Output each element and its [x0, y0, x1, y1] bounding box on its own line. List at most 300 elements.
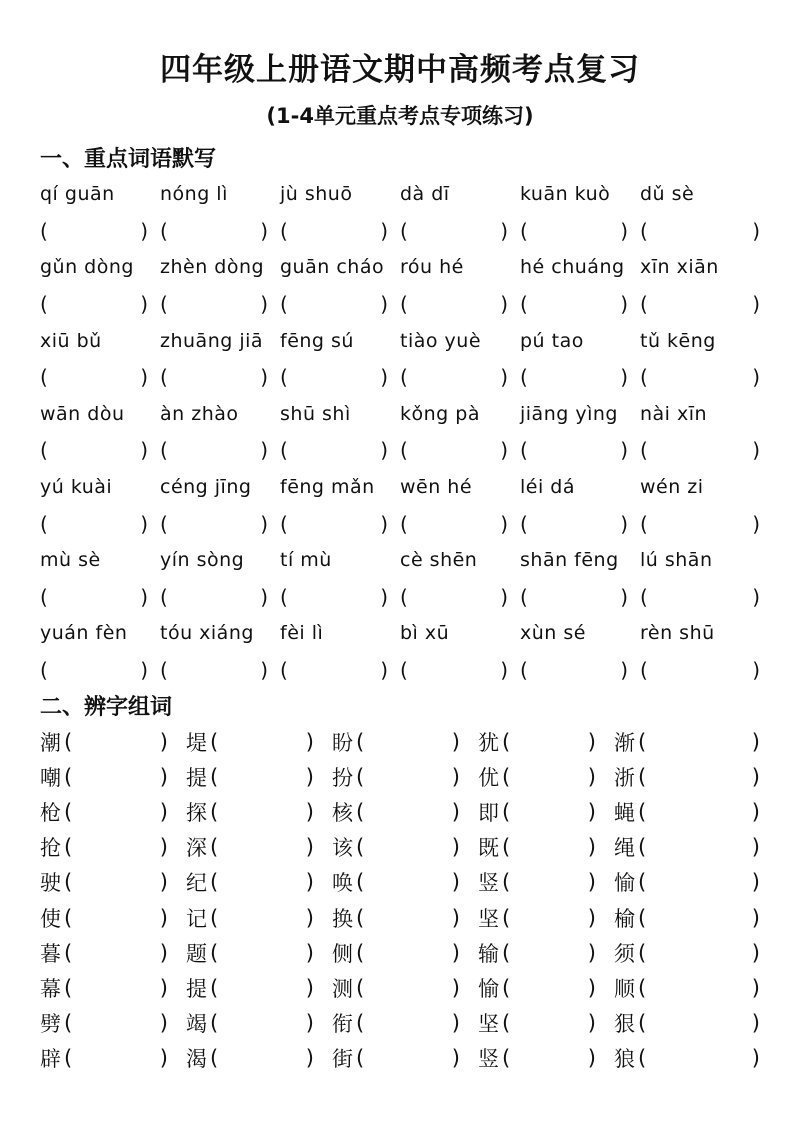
- open-paren: (: [502, 870, 511, 895]
- base-character: 顺: [614, 976, 635, 1001]
- char-item: [40, 1008, 186, 1038]
- answer-blank[interactable]: [400, 438, 520, 462]
- close-paren: ): [380, 292, 388, 317]
- close-paren: ): [260, 365, 268, 390]
- word-blank[interactable]: [64, 835, 168, 859]
- close-paren: ): [451, 835, 460, 860]
- close-paren: ): [260, 292, 268, 317]
- word-blank[interactable]: [356, 870, 460, 894]
- answer-blank[interactable]: [400, 512, 520, 536]
- base-character: 潮: [40, 730, 61, 755]
- answer-blank[interactable]: [400, 219, 520, 243]
- close-paren: ): [451, 975, 460, 1000]
- char-item: [332, 762, 478, 792]
- open-paren: (: [210, 764, 219, 789]
- base-character: 狠: [614, 1012, 635, 1037]
- answer-blank[interactable]: [40, 512, 160, 536]
- close-paren: ): [620, 438, 628, 463]
- char-item: [478, 797, 614, 827]
- base-character: 深: [186, 836, 207, 861]
- open-paren: (: [64, 905, 73, 930]
- pinyin-row: [40, 322, 760, 359]
- char-item: [332, 903, 478, 933]
- answer-blank[interactable]: [400, 585, 520, 609]
- word-blank[interactable]: [638, 835, 760, 859]
- close-paren: ): [587, 1046, 596, 1071]
- base-character: 扮: [332, 765, 353, 790]
- char-item: [478, 832, 614, 862]
- answer-blank[interactable]: [520, 585, 640, 609]
- answer-blank[interactable]: [40, 438, 160, 462]
- open-paren: (: [400, 365, 408, 390]
- close-paren: ): [752, 584, 760, 609]
- answer-blank[interactable]: [520, 438, 640, 462]
- char-item: [478, 938, 614, 968]
- pinyin-word: tí mù: [280, 549, 332, 572]
- close-paren: ): [260, 658, 268, 683]
- word-blank[interactable]: [210, 976, 314, 1000]
- answer-blank[interactable]: [520, 292, 640, 316]
- pinyin-word: àn zhào: [160, 402, 239, 425]
- close-paren: ): [620, 658, 628, 683]
- word-blank[interactable]: [638, 906, 760, 930]
- word-blank[interactable]: [64, 1046, 168, 1070]
- word-blank[interactable]: [502, 800, 596, 824]
- base-character: 衔: [332, 1012, 353, 1037]
- pinyin-word: xùn sé: [520, 622, 586, 645]
- close-paren: ): [305, 835, 314, 860]
- char-item: [332, 938, 478, 968]
- open-paren: (: [400, 511, 408, 536]
- open-paren: (: [520, 365, 528, 390]
- word-blank[interactable]: [356, 1046, 460, 1070]
- close-paren: ): [260, 218, 268, 243]
- word-blank[interactable]: [210, 1046, 314, 1070]
- answer-row: [40, 286, 760, 323]
- char-item: [40, 938, 186, 968]
- char-row: [40, 900, 760, 935]
- answer-blank[interactable]: [280, 585, 400, 609]
- char-item: [614, 1043, 760, 1073]
- answer-blank[interactable]: [280, 512, 400, 536]
- open-paren: (: [356, 1011, 365, 1036]
- open-paren: (: [64, 729, 73, 754]
- pinyin-word: dà dī: [400, 183, 450, 206]
- pinyin-dictation-grid: [40, 176, 760, 688]
- open-paren: (: [64, 1011, 73, 1036]
- open-paren: (: [210, 870, 219, 895]
- pinyin-word: tiào yuè: [400, 329, 482, 352]
- pinyin-word: kuān kuò: [520, 183, 611, 206]
- answer-blank[interactable]: [280, 658, 400, 682]
- word-blank[interactable]: [638, 1011, 760, 1035]
- answer-blank[interactable]: [640, 512, 760, 536]
- answer-blank[interactable]: [160, 585, 280, 609]
- close-paren: ): [751, 729, 760, 754]
- open-paren: (: [64, 799, 73, 824]
- pinyin-word: yuán fèn: [40, 622, 128, 645]
- page-title: 四年级上册语文期中高频考点复习: [160, 52, 640, 88]
- open-paren: (: [280, 511, 288, 536]
- char-item: [478, 762, 614, 792]
- answer-blank[interactable]: [400, 292, 520, 316]
- answer-blank[interactable]: [640, 438, 760, 462]
- close-paren: ): [140, 658, 148, 683]
- pinyin-word: yín sòng: [160, 549, 245, 572]
- close-paren: ): [587, 975, 596, 1000]
- base-character: 提: [186, 976, 207, 1001]
- open-paren: (: [638, 764, 647, 789]
- close-paren: ): [752, 292, 760, 317]
- char-row: [40, 865, 760, 900]
- open-paren: (: [64, 870, 73, 895]
- word-blank[interactable]: [638, 765, 760, 789]
- base-character: 犹: [478, 730, 499, 755]
- close-paren: ): [159, 870, 168, 895]
- close-paren: ): [620, 365, 628, 390]
- answer-blank[interactable]: [160, 512, 280, 536]
- pinyin-word: dǔ sè: [640, 183, 695, 206]
- char-item: [332, 797, 478, 827]
- open-paren: (: [40, 584, 48, 609]
- char-item: [186, 1043, 332, 1073]
- char-item: [614, 973, 760, 1003]
- close-paren: ): [159, 1011, 168, 1036]
- open-paren: (: [400, 218, 408, 243]
- pinyin-row: [40, 542, 760, 579]
- pinyin-word: wān dòu: [40, 402, 125, 425]
- base-character: 题: [186, 941, 207, 966]
- char-item: [40, 762, 186, 792]
- close-paren: ): [260, 584, 268, 609]
- answer-blank[interactable]: [280, 438, 400, 462]
- base-character: 抢: [40, 836, 61, 861]
- word-blank[interactable]: [502, 1046, 596, 1070]
- base-character: 竖: [478, 1047, 499, 1072]
- open-paren: (: [160, 365, 168, 390]
- answer-blank[interactable]: [40, 585, 160, 609]
- word-blank[interactable]: [210, 835, 314, 859]
- word-blank[interactable]: [356, 976, 460, 1000]
- open-paren: (: [638, 975, 647, 1000]
- word-blank[interactable]: [502, 906, 596, 930]
- base-character: 枪: [40, 800, 61, 825]
- char-item: [614, 903, 760, 933]
- char-item: [614, 797, 760, 827]
- char-item: [186, 938, 332, 968]
- close-paren: ): [305, 729, 314, 754]
- answer-blank[interactable]: [160, 365, 280, 389]
- close-paren: ): [751, 975, 760, 1000]
- answer-blank[interactable]: [280, 292, 400, 316]
- answer-blank[interactable]: [40, 219, 160, 243]
- word-blank[interactable]: [638, 800, 760, 824]
- pinyin-row: [40, 469, 760, 506]
- open-paren: (: [638, 1011, 647, 1036]
- close-paren: ): [305, 764, 314, 789]
- close-paren: ): [451, 729, 460, 754]
- pinyin-word: zhuāng jiā: [160, 329, 264, 352]
- answer-blank[interactable]: [160, 292, 280, 316]
- word-blank[interactable]: [638, 941, 760, 965]
- word-blank[interactable]: [502, 765, 596, 789]
- answer-blank[interactable]: [40, 292, 160, 316]
- close-paren: ): [752, 511, 760, 536]
- word-blank[interactable]: [64, 870, 168, 894]
- open-paren: (: [640, 438, 648, 463]
- answer-blank[interactable]: [640, 365, 760, 389]
- close-paren: ): [620, 511, 628, 536]
- close-paren: ): [752, 438, 760, 463]
- word-blank[interactable]: [210, 1011, 314, 1035]
- close-paren: ): [587, 835, 596, 860]
- close-paren: ): [587, 870, 596, 895]
- pinyin-word: shān fēng: [520, 549, 619, 572]
- answer-blank[interactable]: [40, 658, 160, 682]
- close-paren: ): [451, 940, 460, 965]
- answer-row: [40, 213, 760, 250]
- word-blank[interactable]: [64, 765, 168, 789]
- base-character: 绳: [614, 836, 635, 861]
- base-character: 榆: [614, 906, 635, 931]
- pinyin-word: mù sè: [40, 549, 101, 572]
- close-paren: ): [751, 1011, 760, 1036]
- answer-blank[interactable]: [640, 658, 760, 682]
- pinyin-word: nài xīn: [640, 402, 708, 425]
- base-character: 劈: [40, 1012, 61, 1037]
- open-paren: (: [502, 940, 511, 965]
- pinyin-word: kǒng pà: [400, 402, 480, 425]
- base-character: 渐: [614, 730, 635, 755]
- open-paren: (: [40, 365, 48, 390]
- open-paren: (: [210, 1046, 219, 1071]
- answer-blank[interactable]: [520, 658, 640, 682]
- pinyin-word: fēng mǎn: [280, 476, 375, 499]
- word-blank[interactable]: [356, 765, 460, 789]
- char-item: [614, 762, 760, 792]
- word-blank[interactable]: [210, 765, 314, 789]
- close-paren: ): [305, 975, 314, 1000]
- close-paren: ): [620, 292, 628, 317]
- pinyin-word: céng jīng: [160, 476, 252, 499]
- pinyin-word: zhèn dòng: [160, 256, 265, 279]
- word-blank[interactable]: [502, 730, 596, 754]
- word-blank[interactable]: [638, 976, 760, 1000]
- open-paren: (: [520, 658, 528, 683]
- close-paren: ): [140, 584, 148, 609]
- close-paren: ): [587, 729, 596, 754]
- open-paren: (: [40, 292, 48, 317]
- open-paren: (: [64, 835, 73, 860]
- word-blank[interactable]: [502, 1011, 596, 1035]
- word-blank[interactable]: [356, 800, 460, 824]
- word-blank[interactable]: [356, 941, 460, 965]
- answer-blank[interactable]: [160, 438, 280, 462]
- char-row: [40, 970, 760, 1005]
- word-blank[interactable]: [64, 976, 168, 1000]
- open-paren: (: [400, 438, 408, 463]
- section-heading-char-discrimination: 二、辨字组词: [40, 695, 173, 720]
- open-paren: (: [210, 729, 219, 754]
- open-paren: (: [356, 870, 365, 895]
- pinyin-word: wēn hé: [400, 476, 473, 499]
- close-paren: ): [159, 729, 168, 754]
- word-blank[interactable]: [210, 800, 314, 824]
- word-blank[interactable]: [356, 730, 460, 754]
- close-paren: ): [159, 764, 168, 789]
- word-blank[interactable]: [638, 870, 760, 894]
- pinyin-word: tóu xiáng: [160, 622, 254, 645]
- pinyin-word: fèi lì: [280, 622, 324, 645]
- char-item: [40, 1043, 186, 1073]
- pinyin-word: léi dá: [520, 476, 575, 499]
- base-character: 竖: [478, 871, 499, 896]
- char-item: [478, 1008, 614, 1038]
- pinyin-word: gǔn dòng: [40, 256, 134, 279]
- pinyin-word: lú shān: [640, 549, 713, 572]
- open-paren: (: [638, 729, 647, 754]
- word-blank[interactable]: [210, 870, 314, 894]
- word-blank[interactable]: [502, 870, 596, 894]
- close-paren: ): [380, 511, 388, 536]
- open-paren: (: [356, 975, 365, 1000]
- open-paren: (: [40, 218, 48, 243]
- open-paren: (: [280, 292, 288, 317]
- pinyin-word: qí guān: [40, 183, 115, 206]
- open-paren: (: [160, 511, 168, 536]
- word-blank[interactable]: [210, 906, 314, 930]
- pinyin-word: pú tao: [520, 329, 584, 352]
- char-item: [478, 727, 614, 757]
- answer-row: [40, 432, 760, 469]
- open-paren: (: [356, 1046, 365, 1071]
- open-paren: (: [520, 292, 528, 317]
- open-paren: (: [160, 438, 168, 463]
- close-paren: ): [380, 438, 388, 463]
- word-blank[interactable]: [210, 730, 314, 754]
- answer-blank[interactable]: [160, 658, 280, 682]
- pinyin-word: yú kuài: [40, 476, 113, 499]
- answer-blank[interactable]: [400, 658, 520, 682]
- char-item: [478, 973, 614, 1003]
- close-paren: ): [305, 905, 314, 930]
- open-paren: (: [502, 905, 511, 930]
- char-item: [478, 903, 614, 933]
- word-blank[interactable]: [64, 941, 168, 965]
- pinyin-word: xīn xiān: [640, 256, 719, 279]
- pinyin-word: cè shēn: [400, 549, 478, 572]
- open-paren: (: [356, 764, 365, 789]
- answer-blank[interactable]: [640, 292, 760, 316]
- answer-blank[interactable]: [280, 365, 400, 389]
- char-item: [478, 867, 614, 897]
- close-paren: ): [380, 658, 388, 683]
- char-item: [40, 903, 186, 933]
- base-character: 盼: [332, 730, 353, 755]
- char-item: [40, 832, 186, 862]
- close-paren: ): [140, 438, 148, 463]
- close-paren: ): [140, 218, 148, 243]
- open-paren: (: [356, 729, 365, 754]
- char-item: [332, 832, 478, 862]
- answer-blank[interactable]: [400, 365, 520, 389]
- answer-blank[interactable]: [520, 512, 640, 536]
- answer-blank[interactable]: [520, 219, 640, 243]
- open-paren: (: [64, 1046, 73, 1071]
- pinyin-word: bì xū: [400, 622, 450, 645]
- char-item: [186, 762, 332, 792]
- word-blank[interactable]: [356, 1011, 460, 1035]
- answer-blank[interactable]: [640, 219, 760, 243]
- open-paren: (: [502, 729, 511, 754]
- close-paren: ): [751, 799, 760, 824]
- open-paren: (: [64, 975, 73, 1000]
- open-paren: (: [638, 835, 647, 860]
- base-character: 竭: [186, 1012, 207, 1037]
- answer-blank[interactable]: [40, 365, 160, 389]
- word-blank[interactable]: [64, 800, 168, 824]
- base-character: 渴: [186, 1047, 207, 1072]
- word-blank[interactable]: [356, 906, 460, 930]
- pinyin-word: shū shì: [280, 402, 351, 425]
- word-blank[interactable]: [502, 976, 596, 1000]
- base-character: 辟: [40, 1047, 61, 1072]
- close-paren: ): [500, 584, 508, 609]
- word-blank[interactable]: [356, 835, 460, 859]
- open-paren: (: [638, 799, 647, 824]
- answer-blank[interactable]: [640, 585, 760, 609]
- word-blank[interactable]: [64, 730, 168, 754]
- word-blank[interactable]: [502, 941, 596, 965]
- close-paren: ): [587, 764, 596, 789]
- open-paren: (: [160, 292, 168, 317]
- word-blank[interactable]: [638, 1046, 760, 1070]
- word-blank[interactable]: [210, 941, 314, 965]
- char-item: [614, 832, 760, 862]
- open-paren: (: [640, 584, 648, 609]
- answer-blank[interactable]: [520, 365, 640, 389]
- pinyin-word: rèn shū: [640, 622, 715, 645]
- close-paren: ): [500, 218, 508, 243]
- char-item: [332, 973, 478, 1003]
- open-paren: (: [64, 764, 73, 789]
- base-character: 街: [332, 1047, 353, 1072]
- word-blank[interactable]: [64, 906, 168, 930]
- open-paren: (: [400, 584, 408, 609]
- base-character: 蝇: [614, 800, 635, 825]
- open-paren: (: [520, 584, 528, 609]
- open-paren: (: [640, 292, 648, 317]
- base-character: 侧: [332, 941, 353, 966]
- base-character: 提: [186, 765, 207, 790]
- close-paren: ): [751, 870, 760, 895]
- base-character: 坚: [478, 1012, 499, 1037]
- word-blank[interactable]: [64, 1011, 168, 1035]
- base-character: 该: [332, 836, 353, 861]
- open-paren: (: [160, 584, 168, 609]
- word-blank[interactable]: [502, 835, 596, 859]
- answer-blank[interactable]: [160, 219, 280, 243]
- char-row: [40, 759, 760, 794]
- pinyin-word: xiū bǔ: [40, 329, 102, 352]
- open-paren: (: [502, 799, 511, 824]
- answer-blank[interactable]: [280, 219, 400, 243]
- word-blank[interactable]: [638, 730, 760, 754]
- char-item: [614, 938, 760, 968]
- pinyin-word: tǔ kēng: [640, 329, 716, 352]
- pinyin-row: [40, 396, 760, 433]
- base-character: 既: [478, 836, 499, 861]
